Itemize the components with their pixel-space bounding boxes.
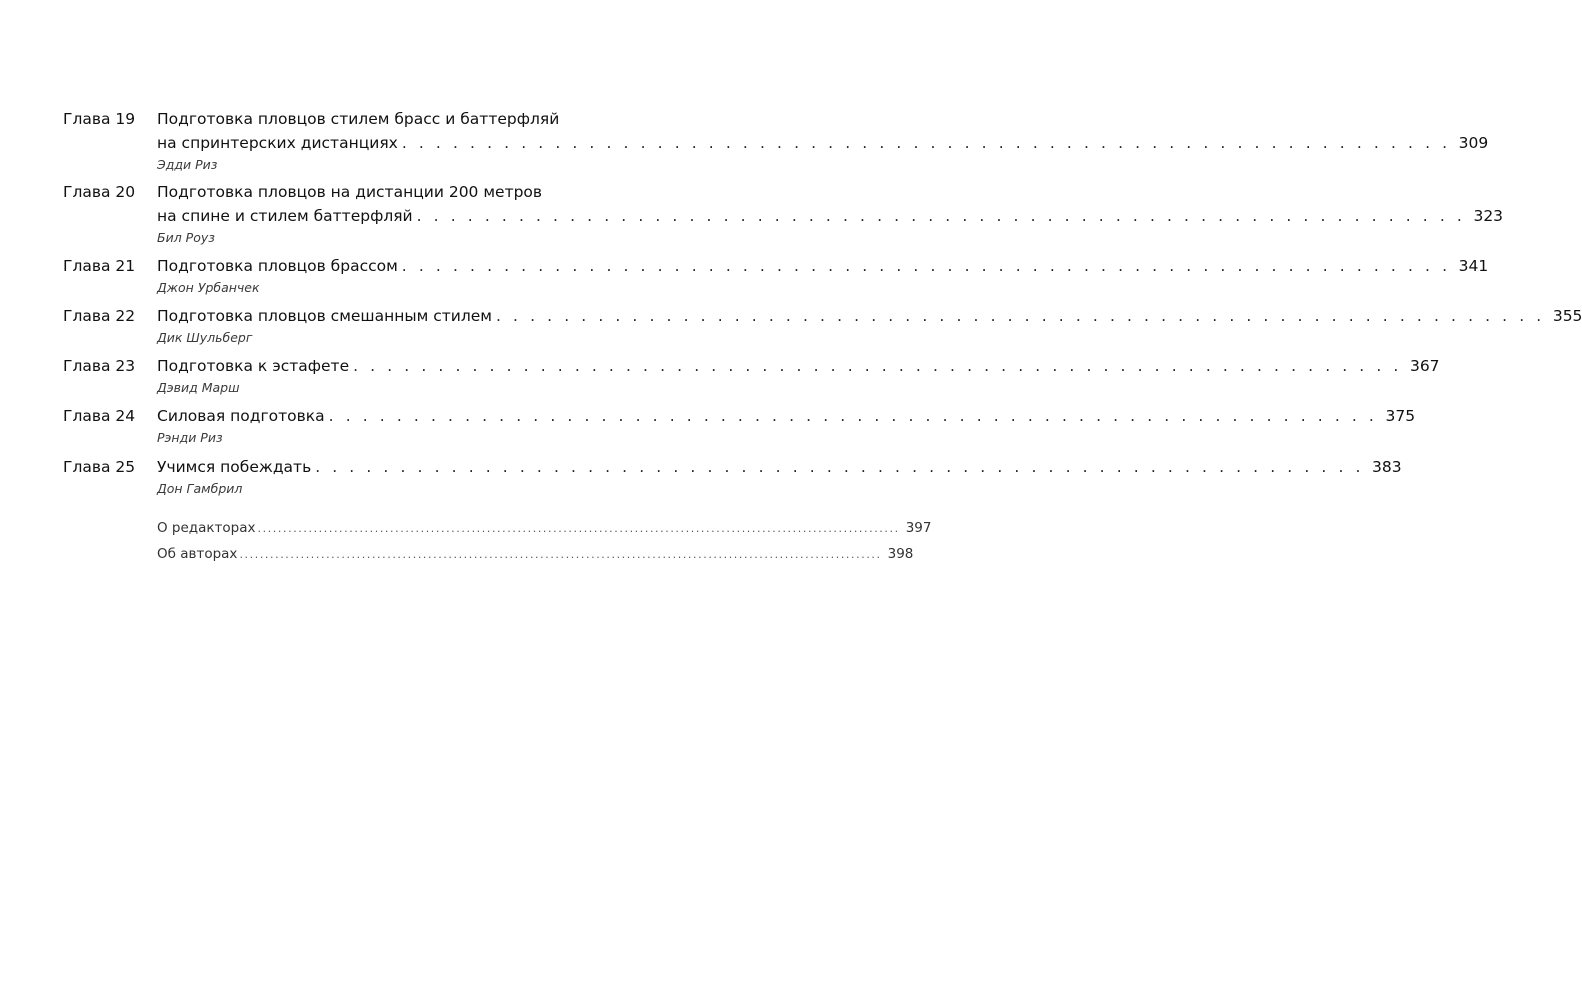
- chapter-title-line: Силовая подготовка: [157, 407, 325, 425]
- chapter-title-line: Подготовка пловцов брассом: [157, 257, 398, 275]
- dot-leader: . . . . . . . . . . . . . . . . . . . . . . . . . . . . . . . . . . . . . . . . . . . . . . . . . . . . . . . . . . . . . .: [353, 357, 1402, 375]
- chapter-title-line: на спине и стилем баттерфляй: [157, 207, 413, 225]
- chapter-label: Глава 20: [63, 183, 136, 201]
- chapter-label: Глава 22: [63, 307, 136, 325]
- chapter-title-leader-line: [157, 404, 1416, 428]
- page-number: 341: [1458, 257, 1489, 275]
- chapter-title-line: на спринтерских дистанциях: [157, 134, 398, 152]
- chapter-title-line: Подготовка пловцов стилем брасс и баттерфляй: [157, 110, 560, 128]
- toc-entry-chapter-20[interactable]: [63, 180, 1504, 250]
- chapter-title-line: Учимся побеждать: [157, 458, 312, 476]
- chapter-author: Бил Роуз: [157, 230, 215, 245]
- chapter-label: Глава 24: [63, 407, 136, 425]
- chapter-label: Глава 25: [63, 458, 136, 476]
- page-number: 323: [1473, 207, 1504, 225]
- back-matter-title: О редакторах: [157, 520, 256, 536]
- dot-leader: . . . . . . . . . . . . . . . . . . . . . . . . . . . . . . . . . . . . . . . . . . . . . . . . . . . . . . . . . . . . . .: [328, 407, 1378, 425]
- chapter-title-leader-line: [157, 254, 1489, 278]
- dot-leader: . . . . . . . . . . . . . . . . . . . . . . . . . . . . . . . . . . . . . . . . . . . . . . . . . . . . . . . . . . . . . .: [416, 207, 1466, 225]
- page-number: 355: [1552, 307, 1582, 325]
- toc-entry-about-authors[interactable]: [157, 544, 914, 565]
- toc-entry-chapter-24[interactable]: [63, 404, 1416, 450]
- dot-leader: . . . . . . . . . . . . . . . . . . . . . . . . . . . . . . . . . . . . . . . . . . . . . . . . . . . . . . . . . . . . . .: [315, 458, 1365, 476]
- page-number: 398: [887, 546, 914, 562]
- chapter-title-leader-line: [157, 131, 1489, 155]
- chapter-author: Эдди Риз: [157, 157, 218, 172]
- page-number: 383: [1372, 458, 1402, 476]
- chapter-author: Дэвид Марш: [157, 380, 240, 395]
- chapter-title-line: Подготовка к эстафете: [157, 357, 350, 375]
- chapter-title-line: Подготовка пловцов смешанным стилем: [157, 307, 492, 325]
- toc-entry-chapter-19[interactable]: [63, 107, 1489, 177]
- dot-leader: ..............................................................................................................................: [239, 548, 882, 561]
- toc-entry-about-editors[interactable]: [157, 518, 932, 539]
- toc-entry-chapter-21[interactable]: [63, 254, 1489, 300]
- toc-entry-chapter-25[interactable]: [63, 455, 1402, 501]
- chapter-author: Рэнди Риз: [157, 430, 223, 445]
- chapter-title-leader-line: [157, 204, 1504, 228]
- chapter-author: Джон Урбанчек: [157, 280, 260, 295]
- dot-leader: ..............................................................................................................................: [257, 522, 900, 535]
- chapter-title-line: Подготовка пловцов на дистанции 200 метров: [157, 183, 543, 201]
- toc-entry-chapter-23[interactable]: [63, 354, 1440, 400]
- back-matter-title: Об авторах: [157, 546, 238, 562]
- page-number: 309: [1458, 134, 1489, 152]
- chapter-title-leader-line: [157, 304, 1582, 328]
- chapter-title-leader-line: [157, 354, 1440, 378]
- chapter-label: Глава 19: [63, 110, 136, 128]
- chapter-title-leader-line: [157, 455, 1402, 479]
- chapter-label: Глава 23: [63, 357, 136, 375]
- chapter-author: Дик Шульберг: [157, 330, 253, 345]
- chapter-label: Глава 21: [63, 257, 136, 275]
- dot-leader: . . . . . . . . . . . . . . . . . . . . . . . . . . . . . . . . . . . . . . . . . . . . . . . . . . . . . . . . . . . . . .: [496, 307, 1545, 325]
- page-number: 375: [1385, 407, 1416, 425]
- dot-leader: . . . . . . . . . . . . . . . . . . . . . . . . . . . . . . . . . . . . . . . . . . . . . . . . . . . . . . . . . . . . . .: [401, 134, 1451, 152]
- chapter-author: Дон Гамбрил: [157, 481, 243, 496]
- dot-leader: . . . . . . . . . . . . . . . . . . . . . . . . . . . . . . . . . . . . . . . . . . . . . . . . . . . . . . . . . . . . . .: [401, 257, 1451, 275]
- page-number: 367: [1409, 357, 1440, 375]
- toc-entry-chapter-22[interactable]: [63, 304, 1582, 350]
- page-number: 397: [905, 520, 932, 536]
